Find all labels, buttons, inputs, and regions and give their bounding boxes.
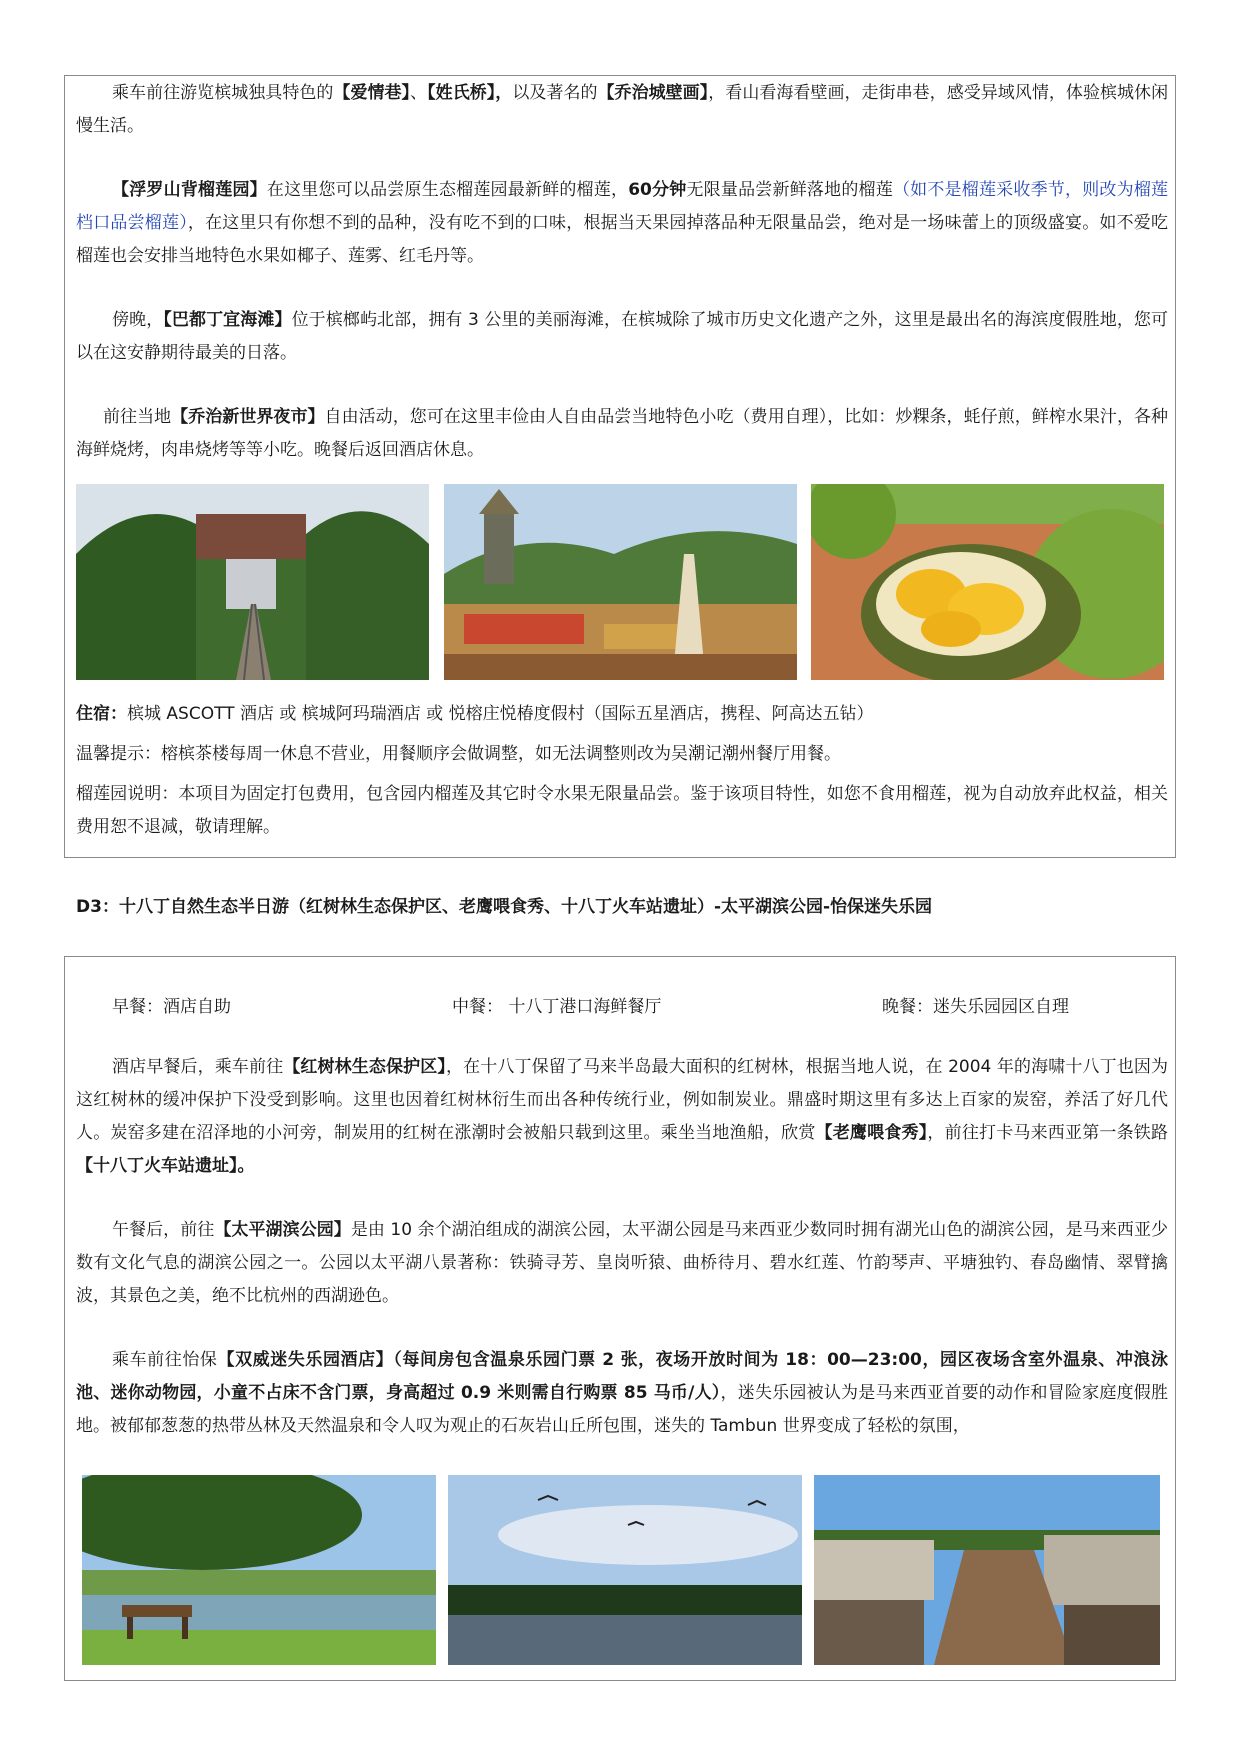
d2-paragraph-beach: 傍晚，【巴都丁宜海滩】位于槟榔屿北部，拥有 3 公里的美丽海滩，在槟城除了城市历史文化遗产之外，这里是最出名的海滨度假胜地，您可以在这安静期待最美的日落。 (76, 310, 1169, 363)
durian-coconut-photo (811, 484, 1164, 680)
d3-breakfast: 早餐：酒店自助 (112, 997, 231, 1017)
d3-paragraph-lost-world: 乘车前往怡保【双威迷失乐园酒店】（每间房包含温泉乐园门票 2 张，夜场开放时间为 18：00—23:00，园区夜场含室外温泉、冲浪泳池、迷你动物园，小童不占床不含门票，身高超过 0.9 米则需自行购票 85 马币/人），迷失乐园被认为是马来西亚首要的动作和冒险家庭度假胜地。被郁郁葱葱的热带丛林及天然温泉和令人叹为观止的石灰岩山丘所包围，迷失的 Tambun 世界变成了轻松的氛围， (76, 1350, 1169, 1436)
d2-paragraph-lanes: 乘车前往游览槟城独具特色的【爱情巷】、【姓氏桥】，以及著名的【乔治城壁画】，看山看海看壁画，走街串巷，感受异域风情，体验槟城休闲慢生活。 (76, 83, 1169, 136)
d2-accommodation: 住宿：槟城 ASCOTT 酒店 或 槟城阿玛瑞酒店 或 悦榕庄悦椿度假村（国际五星酒店，携程、阿高达五钻） (76, 704, 874, 724)
d3-paragraph-lake-garden: 午餐后，前往【太平湖滨公园】是由 10 余个湖泊组成的湖滨公园，太平湖公园是马来西亚少数同时拥有湖光山色的湖滨公园，是马来西亚少数有文化气息的湖滨公园之一。公园以太平湖八景著称：铁骑寻芳、皇岗听猿、曲桥待月、碧水红莲、竹韵琴声、平塘独钓、春岛幽情、翠臂擒波，其景色之美，绝不比杭州的西湖逊色。 (76, 1220, 1169, 1306)
d2-paragraph-night-market: 前往当地【乔治新世界夜市】自由活动，您可在这里丰俭由人自由品尝当地特色小吃（费用自理），比如：炒粿条，蚝仔煎，鲜榨水果汁，各种海鲜烧烤，肉串烧烤等等小吃。晚餐后返回酒店休息。 (76, 407, 1169, 460)
d2-tip: 温馨提示：榕槟茶楼每周一休息不营业，用餐顺序会做调整，如无法调整则改为吴潮记潮州餐厅用餐。 (76, 744, 841, 764)
d3-paragraph-mangrove: 酒店早餐后，乘车前往【红树林生态保护区】，在十八丁保留了马来半岛最大面积的红树林，根据当地人说，在 2004 年的海啸十八丁也因为这红树林的缓冲保护下没受到影响。这里也因着红树林衍生而出各种传统行业，例如制炭业。鼎盛时期这里有多达上百家的炭窑，养活了好几代人。炭窑多建在沼泽地的小河旁，制炭用的红树在涨潮时会被船只载到这里。乘坐当地渔船，欣赏【老鹰喂食秀】，前往打卡马来西亚第一条铁路【十八丁火车站遗址】。 (76, 1057, 1169, 1176)
taiping-lake-photo (82, 1475, 436, 1665)
d2-paragraph-durian: 【浮罗山背榴莲园】在这里您可以品尝原生态榴莲园最新鲜的榴莲，60分钟无限量品尝新鲜落地的榴莲（如不是榴莲采收季节，则改为榴莲档口品尝榴莲），在这里只有你想不到的品种，没有吃不到的口味，根据当天果园掉落品种无限量品尝，绝对是一场味蕾上的顶级盛宴。如不爱吃榴莲也会安排当地特色水果如椰子、莲雾、红毛丹等。 (76, 180, 1169, 266)
d2-durian-note: 榴莲园说明：本项目为固定打包费用，包含园内榴莲及其它时令水果无限量品尝。鉴于该项目特性，如您不食用榴莲，视为自动放弃此权益，相关费用恕不退减，敬请理解。 (76, 784, 1168, 837)
d3-dinner: 晚餐：迷失乐园园区自理 (882, 997, 1069, 1017)
kek-lok-si-temple-photo (444, 484, 797, 680)
d3-lunch: 中餐： 十八丁港口海鲜餐厅 (452, 997, 662, 1017)
fishing-village-photo (814, 1475, 1160, 1665)
funicular-railway-photo (76, 484, 429, 680)
eagle-feeding-photo (448, 1475, 802, 1665)
d3-title: D3：十八丁自然生态半日游（红树林生态保护区、老鹰喂食秀、十八丁火车站遗址）-太平湖滨公园-怡保迷失乐园 (76, 897, 933, 917)
